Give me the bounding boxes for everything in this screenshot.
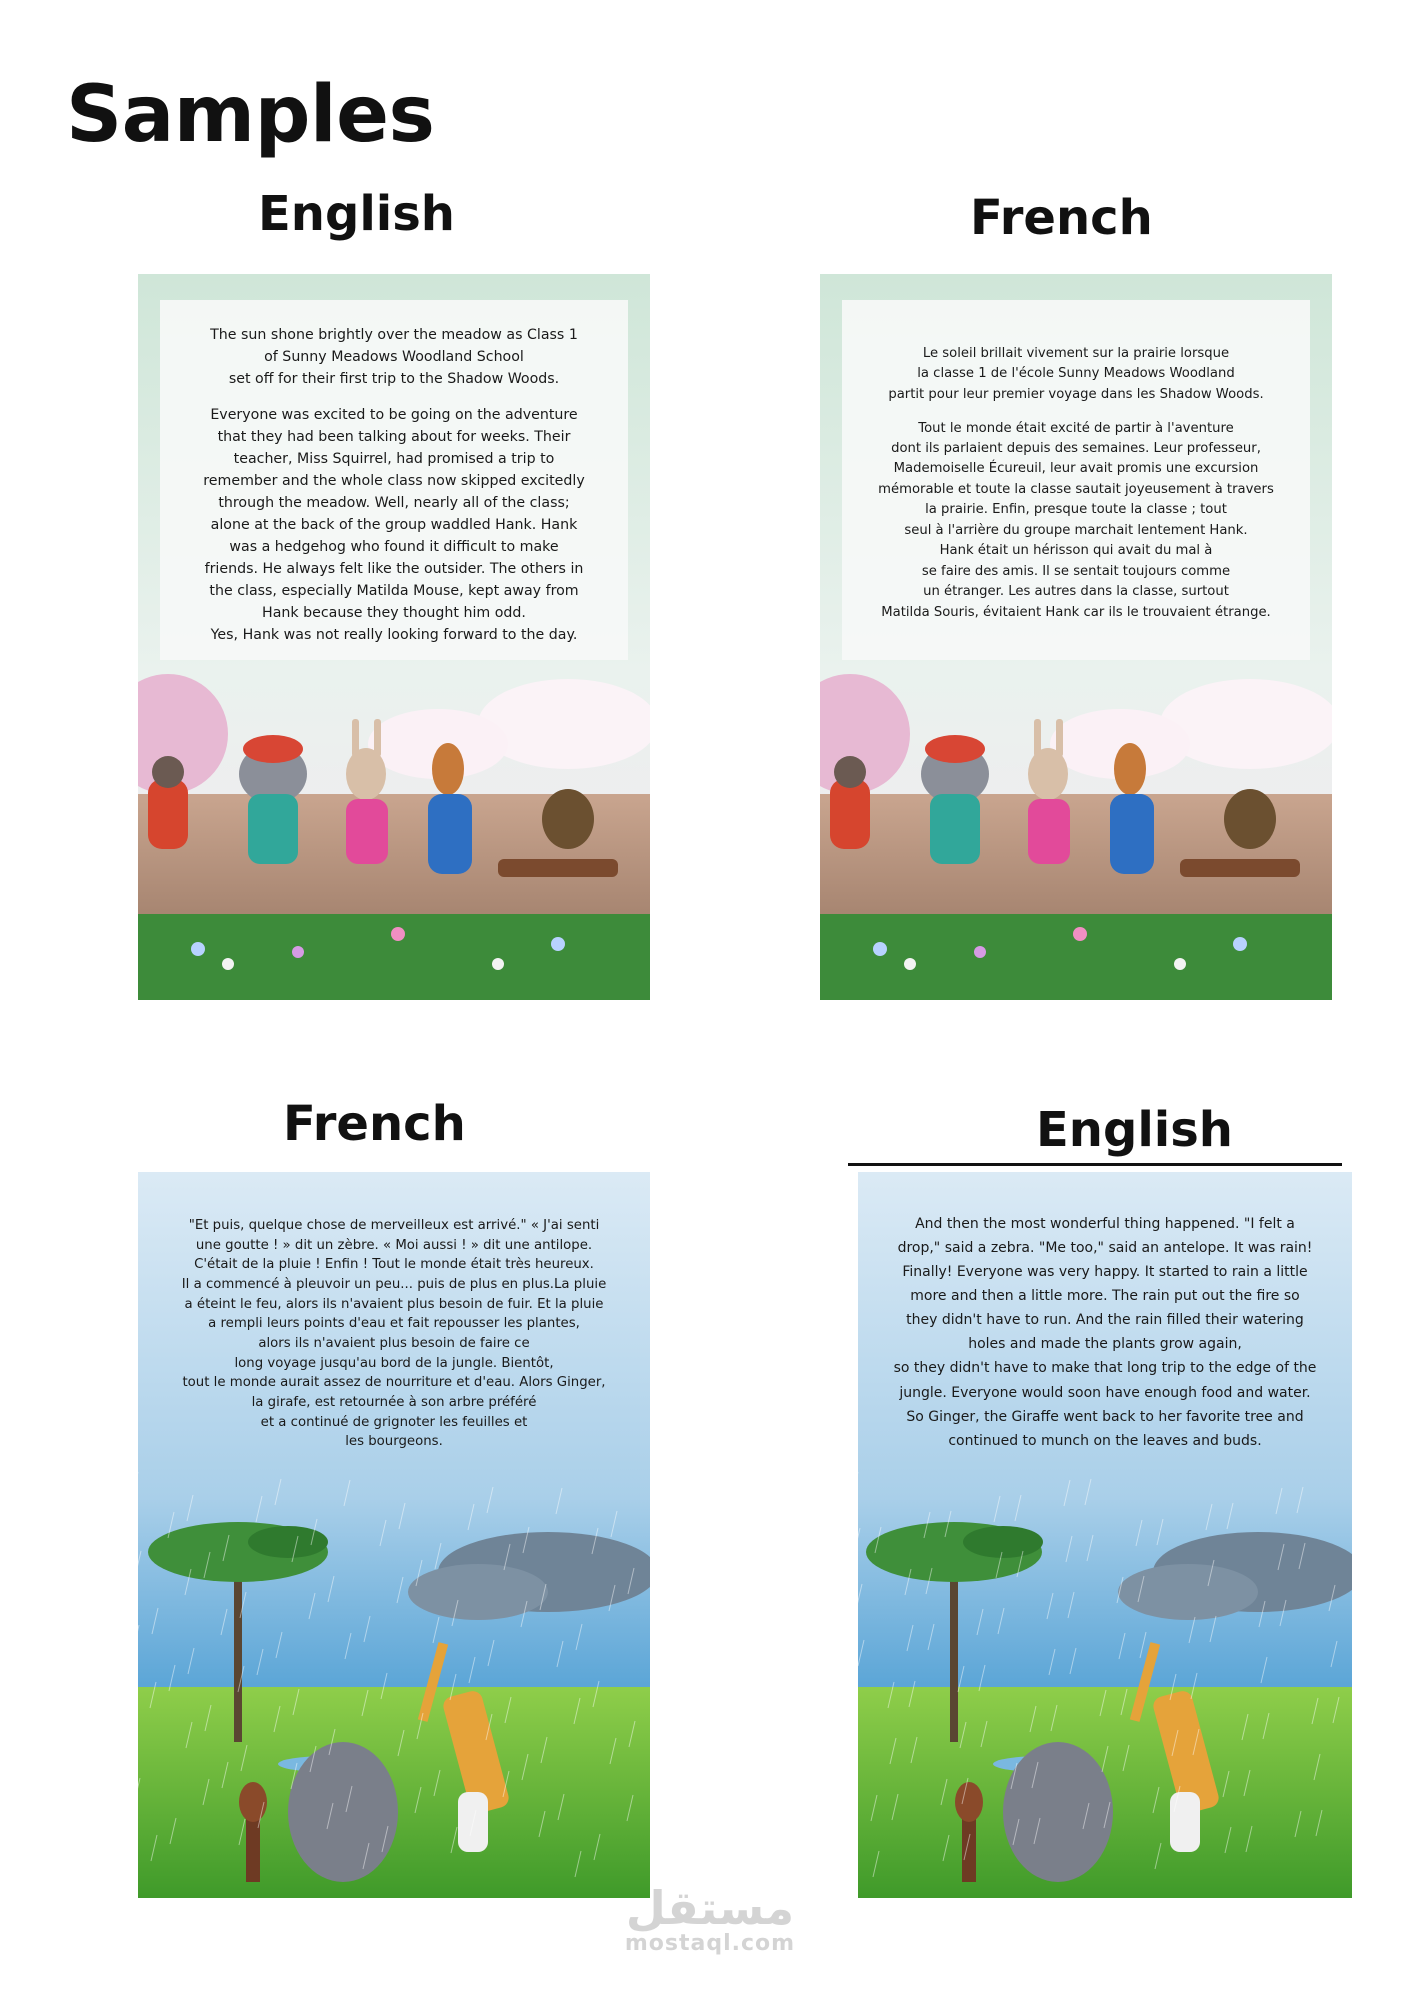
sample-3-paragraph: "Et puis, quelque chose de merveilleux est arrivé." « J'ai senti une goutte ! » dit un zèbre. « Moi aussi ! » dit une antilope. C'était de la pluie ! Enfin ! Tout le monde était très heureux. Il a commencé à pleuvoir un peu... puis de plus en plus.La pluie a éteint le feu, alors ils n'avaient plus besoin de fuir. Et la pluie a rempli leurs points d'eau et fait repousser les plantes, alors ils n'avaient plus besoin de faire ce long voyage jusqu'au bord de la jungle. Bientôt, tout le monde aurait assez de nourriture et d'eau. Alors Ginger, la girafe, est retournée à son arbre préféré et a continué de grignoter les feuilles et les bourgeons. — [181, 1218, 607, 1450]
sample-4-page — [858, 1172, 1352, 1898]
label-underline — [848, 1163, 1342, 1166]
sample-2-page — [820, 274, 1332, 1000]
sample-3-page — [138, 1172, 650, 1898]
mostaql-watermark — [620, 1881, 800, 1956]
sample-4-text — [874, 1212, 1336, 1467]
watermark-latin: mostaql.com — [624, 1931, 796, 1956]
sample-1-paragraph: The sun shone brightly over the meadow as Class 1 of Sunny Meadows Woodland School set off for their first trip to the Shadow Woods. — [210, 327, 578, 387]
sample-1-text — [172, 324, 616, 660]
sample-2-paragraph: Le soleil brillait vivement sur la prairie lorsque la classe 1 de l'école Sunny Meadows Woodland partit pour leur premier voyage dans les Shadow Woods. — [888, 346, 1264, 402]
sample-4-language-label: English — [1036, 1102, 1233, 1158]
sample-2-language-label: French — [970, 190, 1153, 246]
sample-2-text — [856, 344, 1296, 636]
page-heading: Samples — [66, 70, 435, 160]
sample-4-paragraph: And then the most wonderful thing happened. "I felt a drop," said a zebra. "Me too," said an antelope. It was rain! Finally! Everyone was very happy. It started to rain a little more and then a little more. The rain put out the fire so they didn't have to run. And the rain filled their watering holes and made the plants grow again, so they didn't have to make that long trip to the edge of the jungle. Everyone would soon have enough food and water. So Ginger, the Giraffe went back to her favorite tree and continued to munch on the leaves and buds. — [893, 1216, 1317, 1449]
watermark-arabic: مستقل — [625, 1881, 795, 1935]
sample-3-language-label: French — [283, 1096, 466, 1152]
sample-1-language-label: English — [258, 186, 455, 242]
sample-1-page — [138, 274, 650, 1000]
sample-1-paragraph: Everyone was excited to be going on the adventure that they had been talking about for weeks. Their teacher, Miss Squirrel, had promised a trip to remember and the whole class now skipped excitedly through the meadow. Well, nearly all of the class; alone at the back of the group waddled Hank. Hank was a hedgehog who found it difficult to make friends. He always felt like the outsider. The others in the class, especially Matilda Mouse, kept away from Hank because they thought him odd. Yes, Hank was not really looking forward to the day. — [203, 407, 585, 644]
sample-2-paragraph: Tout le monde était excité de partir à l'aventure dont ils parlaient depuis des semaines. Leur professeur, Mademoiselle Écureuil, leur avait promis une excursion mémorable et toute la classe sautait joyeusement à travers la prairie. Enfin, presque toute la classe ; tout seul à l'arrière du groupe marchait lentement Hank. Hank était un hérisson qui avait du mal à se faire des amis. Il se sentait toujours comme un étranger. Les autres dans la classe, surtout Matilda Souris, évitaient Hank car ils le trouvaient étrange. — [878, 420, 1274, 620]
sample-3-text — [158, 1216, 630, 1465]
